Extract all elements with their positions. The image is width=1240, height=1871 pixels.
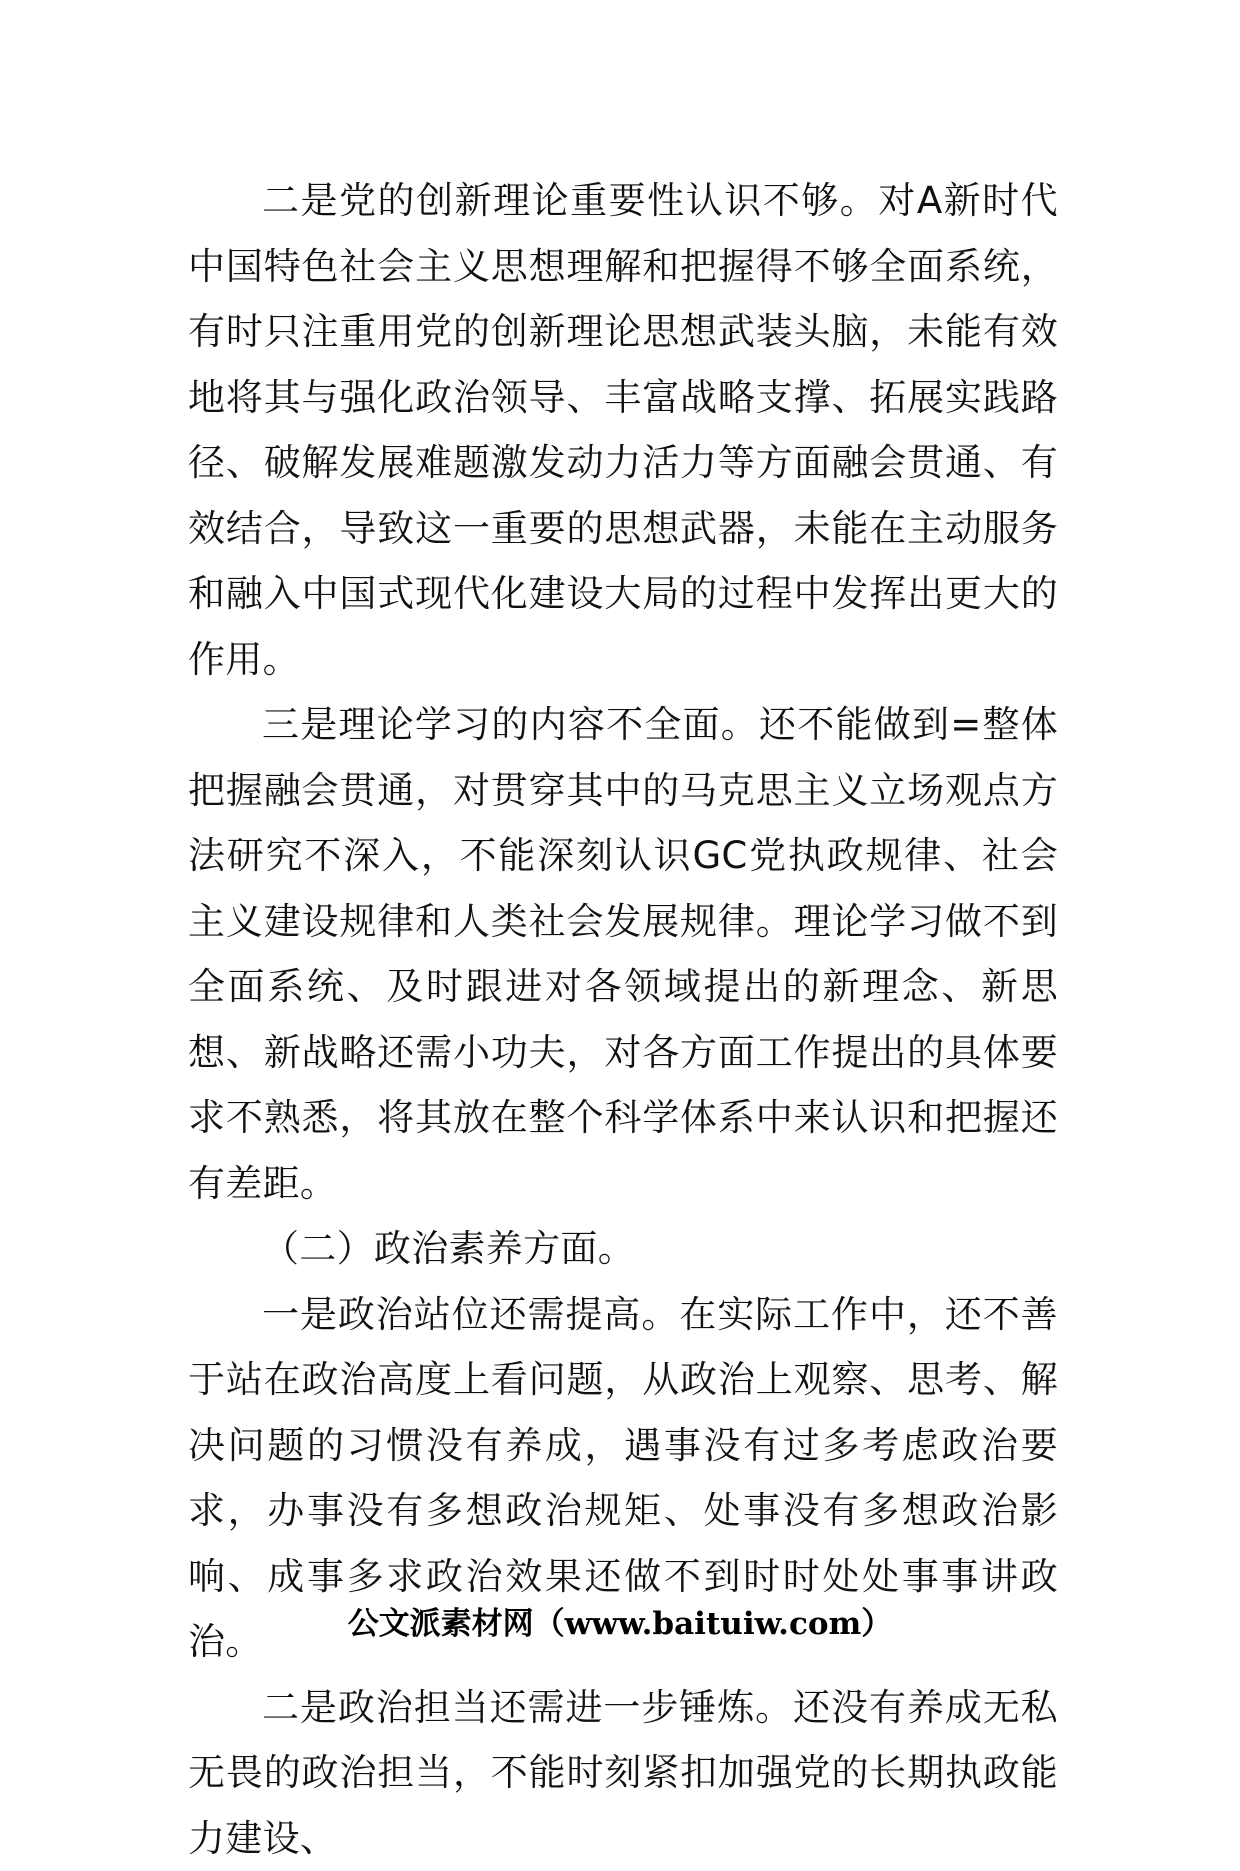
paragraph-political-stance: 一是政治站位还需提高。在实际工作中，还不善于站在政治高度上看问题，从政治上观察、思考、解决问题的习惯没有养成，遇事没有过多考虑政治要求，办事没有多想政治规矩、处事没有多想政治影响、成事多求政治效果还做不到时时处处事事讲政治。 (188, 1282, 1058, 1675)
section-heading-political-quality: （二）政治素养方面。 (188, 1216, 1058, 1282)
paragraph-political-responsibility: 二是政治担当还需进一步锤炼。还没有养成无私无畏的政治担当，不能时刻紧扣加强党的长期执政能力建设、 (188, 1675, 1058, 1871)
paragraph-theory-study: 三是理论学习的内容不全面。还不能做到=整体把握融会贯通，对贯穿其中的马克思主义立场观点方法研究不深入，不能深刻认识GC党执政规律、社会主义建设规律和人类社会发展规律。理论学习做不到全面系统、及时跟进对各领域提出的新理念、新思想、新战略还需小功夫，对各方面工作提出的具体要求不熟悉，将其放在整个科学体系中来认识和把握还有差距。 (188, 692, 1058, 1216)
paragraph-theory-importance: 二是党的创新理论重要性认识不够。对A新时代中国特色社会主义思想理解和把握得不够全面系统，有时只注重用党的创新理论思想武装头脑，未能有效地将其与强化政治领导、丰富战略支撑、拓展实践路径、破解发展难题激发动力活力等方面融会贯通、有效结合，导致这一重要的思想武器，未能在主动服务和融入中国式现代化建设大局的过程中发挥出更大的作用。 (188, 168, 1058, 692)
footer-watermark: 公文派素材网（www.baituiw.com） (0, 1604, 1240, 1644)
